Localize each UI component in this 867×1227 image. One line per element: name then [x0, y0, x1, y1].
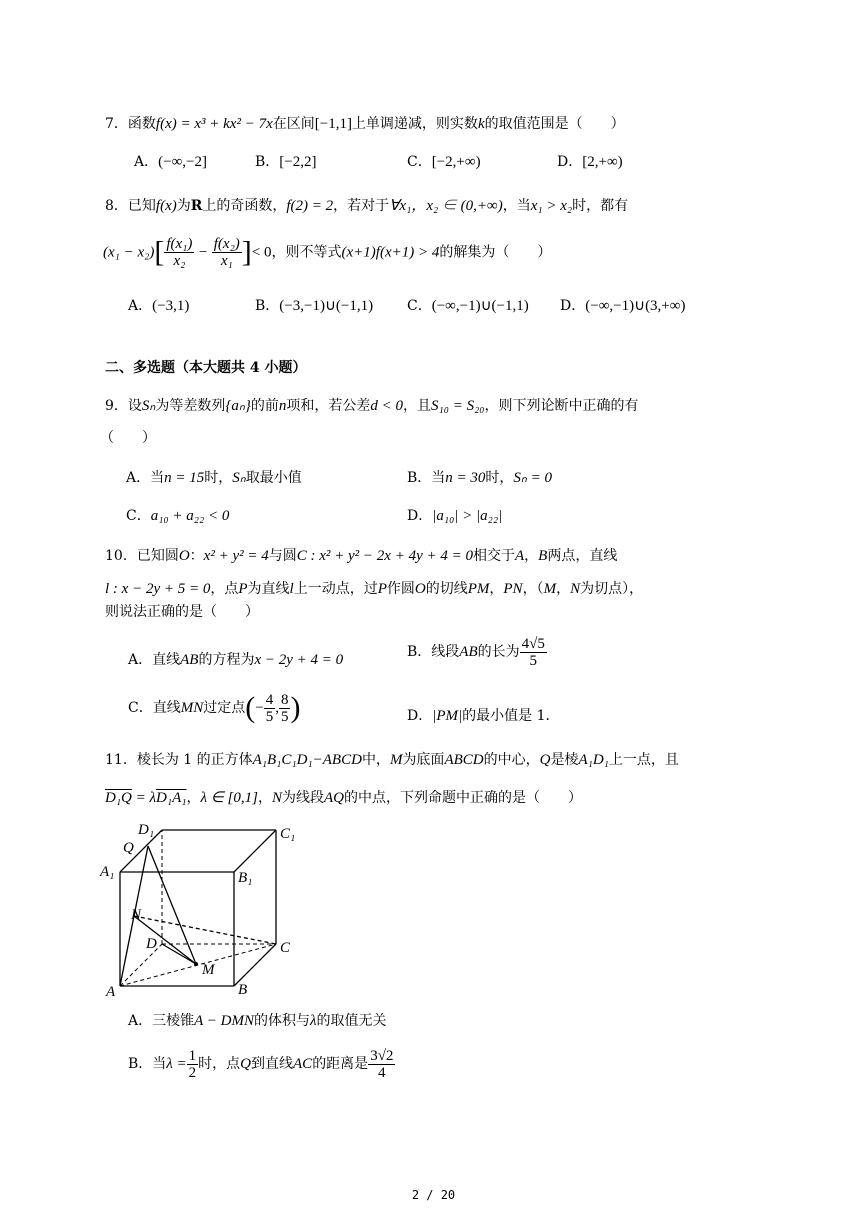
label-q: Q [123, 840, 134, 856]
q11-b-lambda-fraction: $\frac{1}{2}$ [188, 1047, 197, 1081]
q8-stem-line1: 8．已知f(x)为R上的奇函数，f(2) = 2，若对于∀x₁，x₂ ∈ (0,+∞)，当x₁ > x₂时，都有 [105, 198, 629, 214]
label-a1: A₁ [100, 864, 115, 880]
q9-stem: 9．设Sₙ为等差数列{aₙ}的前n项和，若公差d < 0，且S₁₀ = S₂₀，则下列论断中正确的有 [105, 398, 639, 414]
edge-b-c [234, 944, 276, 986]
q9-option-d: D．|a₁₀| > |a₂₂| [407, 508, 503, 524]
q7-option-a: A．(−∞,−2] [134, 154, 207, 170]
q10-option-a: A．直线AB的方程为x − 2y + 4 = 0 [128, 652, 344, 668]
page-number: 2 / 20 [411, 1188, 456, 1202]
label-b1: B₁ [238, 870, 253, 886]
q7-option-c: C．[−2,+∞) [407, 154, 481, 170]
cube-figure [96, 816, 306, 1002]
q11-stem-line2: D₁Q = λD₁A₁，λ ∈ [0,1]，N为线段AQ的中点，下列命题中正确的是（ ） [105, 790, 582, 806]
q9-option-b: B．当n = 30时，Sₙ = 0 [407, 470, 553, 486]
q8-option-b: B．(−3,−1)∪(−1,1) [255, 298, 374, 314]
label-a: A [106, 984, 116, 1000]
q7-option-d: D．[2,+∞) [557, 154, 623, 170]
label-d: D [146, 936, 157, 952]
q10-option-d: D．|PM|的最小值是 1． [407, 708, 560, 724]
q10-option-c: C．直线MN过定点(− $\frac{4}{5}$ , $\frac{8}{5}$ ) [128, 691, 301, 725]
q8-fraction-1: $\frac{\text{f(x₁)}}{\text{x₂}}$ [166, 236, 193, 269]
q8-option-a: A．(−3,1) [128, 298, 190, 314]
label-n: N [131, 907, 142, 923]
section-heading-multi-choice: 二、多选题（本大题共 4 小题） [105, 360, 307, 376]
q11-option-b: B．当λ = $\frac{1}{2}$ 时，点Q到直线AC的距离是 $\frac{3√2}{4}$ [128, 1047, 394, 1081]
label-d1: D₁ [138, 822, 155, 838]
q10-stem-line2: l : x − 2y + 5 = 0，点P为直线l上一动点，过P作圆O的切线PM，PN，（M，N为切点）， [105, 581, 644, 597]
label-c: C [280, 940, 291, 956]
point-m [194, 962, 198, 966]
q9-option-c: C．a₁₀ + a₂₂ < 0 [126, 508, 230, 524]
q8-option-c: C．(−∞,−1)∪(−1,1) [407, 298, 529, 314]
q10-stem-line3: 则说法正确的是（ ） [105, 604, 259, 620]
q8-stem-line2: (x₁ − x₂)[ $\frac{\text{f(x₁)}}{\text{x₂}}$ − $\frac{\text{f(x₂)}}{\text{x₁}}$ ]< 0，则不等式(x+1)f(x+1) > 4的解集为（ ） [103, 235, 552, 269]
q8-fraction-2: $\frac{\text{f(x₂)}}{\text{x₁}}$ [213, 236, 240, 269]
q7-stem: 7．函数f(x) = x³ + kx² − 7x在区间[−1,1]上单调递减，则实数k的取值范围是（ ） [105, 116, 625, 132]
label-m: M [202, 962, 215, 978]
q11-stem-line1: 11．棱长为 1 的正方体A₁B₁C₁D₁−ABCD中，M为底面ABCD的中心，Q是棱A₁D₁上一点，且 [105, 752, 679, 768]
q10-c-fraction-1: $\frac{4}{5}$ [265, 691, 274, 725]
q10-c-fraction-2: $\frac{8}{5}$ [280, 691, 289, 725]
q10-option-b: B．线段AB的长为 $\frac{4√5}{5}$ [407, 635, 545, 669]
label-c1: C₁ [280, 826, 296, 842]
label-b: B [238, 982, 248, 998]
q11-b-distance-fraction: $\frac{3√2}{4}$ [370, 1047, 394, 1081]
q7-option-b: B．[−2,2] [255, 154, 317, 170]
q11-option-a: A．三棱锥A − DMN的体积与λ的取值无关 [128, 1013, 387, 1029]
q10-b-fraction: $\frac{4√5}{5}$ [521, 635, 545, 669]
hidden-diagonal-a-c [120, 944, 276, 986]
q10-stem-line1: 10．已知圆O：x² + y² = 4与圆C : x² + y² − 2x + 4y + 4 = 0相交于A，B两点，直线 [105, 548, 618, 564]
segment-d-m [162, 944, 196, 964]
q9-option-a: A．当n = 15时，Sₙ取最小值 [126, 470, 302, 486]
q8-option-d: D．(−∞,−1)∪(3,+∞) [560, 298, 686, 314]
q9-answer-paren: （ ） [100, 430, 156, 446]
edge-b1-c1 [234, 830, 276, 872]
